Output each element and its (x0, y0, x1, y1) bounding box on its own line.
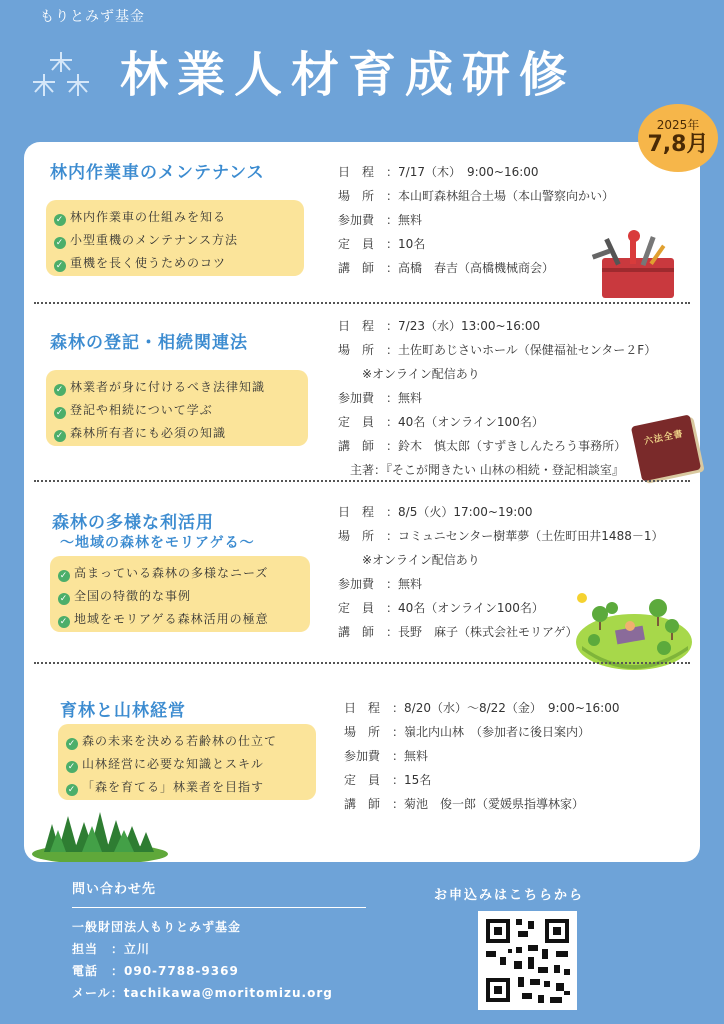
forest-park-icon (572, 588, 692, 672)
info-row: 講 師 ：菊池 俊一郎（愛媛県指導林家） (344, 797, 585, 811)
info-row: 参加費 ：無料 (338, 213, 423, 227)
info-row: 講 師 ：鈴木 慎太郎（すずきしんたろう事務所） (338, 439, 627, 453)
info-row: 主著：『そこが聞きたい 山林の相続・登記相談室』 (338, 463, 624, 477)
point-item: ✓ 小型重機のメンテナンス方法 (55, 233, 239, 248)
badge-year: 2025年 (656, 118, 700, 132)
info-row: 定 員 ：10名 (338, 237, 426, 251)
course-section-3 (24, 482, 700, 662)
course-points (46, 200, 304, 276)
course-title: 森林の多様な利活用 (52, 513, 214, 533)
course-section-2 (24, 304, 700, 480)
date-badge (638, 104, 718, 172)
info-row: 場 所 ：コミュニセンター樹華夢（土佐町田井1488－1） (338, 529, 664, 543)
info-row: 日 程 ：8/20（水）～8/22（金） 9:00~16:00 (344, 701, 620, 715)
info-row: 講 師 ：高橋 春吉（高橋機械商会） (338, 261, 555, 275)
check-icon: ✓ (55, 385, 65, 395)
course-info (338, 160, 614, 280)
contact-org: 一般財団法人もりとみず基金 (72, 920, 242, 934)
contact-email[interactable]: メール：tachikawa@moritomizu.org (72, 986, 333, 1000)
info-row: 場 所 ：嶺北内山林 （参加者に後日案内） (344, 725, 591, 739)
forest-trees-icon (30, 804, 170, 862)
course-title: 育林と山林経営 (60, 701, 186, 721)
info-row: 参加費 ：無料 (344, 749, 429, 763)
course-points (50, 556, 310, 632)
page-title: 林業人材育成研修 (120, 47, 577, 103)
check-icon: ✓ (55, 408, 65, 418)
point-item: ✓ 全国の特徴的な事例 (59, 589, 192, 604)
course-section-4 (24, 664, 700, 860)
info-row: 講 師 ：長野 麻子（株式会社モリアゲ） (338, 625, 578, 639)
toolbox-icon (590, 228, 682, 302)
course-info (344, 696, 620, 816)
check-icon: ✓ (59, 594, 69, 604)
info-row: 定 員 ：40名（オンライン100名） (338, 601, 544, 615)
point-item: ✓ 「森を育てる」林業者を目指す (67, 780, 265, 795)
check-icon: ✓ (59, 571, 69, 581)
course-subtitle: ～地域の森林をモリアゲる～ (60, 535, 255, 551)
info-row: 場 所 ：土佐町あじさいホール（保健福祉センター２F） (338, 343, 657, 357)
course-section-1 (24, 142, 700, 302)
point-item: ✓ 高まっている森林の多様なニーズ (59, 566, 269, 581)
info-row: ※オンライン配信あり (338, 553, 480, 567)
course-points (46, 370, 308, 446)
info-row: 参加費 ：無料 (338, 391, 423, 405)
course-title: 林内作業車のメンテナンス (50, 163, 265, 183)
check-icon: ✓ (67, 762, 77, 772)
badge-months: 7,8月 (647, 132, 709, 157)
course-card (24, 142, 700, 862)
point-item: ✓ 森林所有者にも必須の知識 (55, 426, 227, 441)
contact-person: 担当 ：立川 (72, 942, 151, 956)
info-row: 定 員 ：40名（オンライン100名） (338, 415, 544, 429)
check-icon: ✓ (55, 215, 65, 225)
point-item: ✓ 林内作業車の仕組みを知る (55, 210, 227, 225)
check-icon: ✓ (55, 238, 65, 248)
book-label: 六法全書 (643, 429, 685, 448)
info-row: 参加費 ：無料 (338, 577, 423, 591)
law-book-icon (631, 414, 701, 481)
check-icon: ✓ (67, 739, 77, 749)
info-row: ※オンライン配信あり (338, 367, 480, 381)
check-icon: ✓ (59, 617, 69, 627)
check-icon: ✓ (55, 431, 65, 441)
contact-divider (72, 907, 366, 908)
forest-logo-icon (30, 50, 92, 98)
point-item: ✓ 森の未来を決める若齢林の仕立て (67, 734, 278, 749)
point-item: ✓ 地域をモリアゲる森林活用の極意 (59, 612, 269, 627)
course-info (338, 314, 656, 482)
check-icon: ✓ (67, 785, 77, 795)
org-name: もりとみず基金 (40, 9, 145, 25)
course-title: 森林の登記・相続関連法 (50, 333, 248, 353)
point-item: ✓ 林業者が身に付けるべき法律知識 (55, 380, 266, 395)
info-row: 日 程 ：8/5（火）17:00~19:00 (338, 505, 533, 519)
apply-label: お申込みはこちらから (434, 888, 585, 903)
qr-code[interactable] (478, 911, 577, 1010)
check-icon: ✓ (55, 261, 65, 271)
info-row: 日 程 ：7/17（木） 9:00~16:00 (338, 165, 539, 179)
info-row: 定 員 ：15名 (344, 773, 432, 787)
info-row: 日 程 ：7/23（水）13:00~16:00 (338, 319, 541, 333)
point-item: ✓ 山林経営に必要な知識とスキル (67, 757, 264, 772)
point-item: ✓ 重機を長く使うためのコツ (55, 256, 227, 271)
course-points (58, 724, 316, 800)
contact-heading: 問い合わせ先 (72, 882, 157, 897)
point-item: ✓ 登記や相続について学ぶ (55, 403, 213, 418)
contact-block (72, 878, 366, 1004)
info-row: 場 所 ：本山町森林組合土場（本山警察向かい） (338, 189, 615, 203)
contact-phone[interactable]: 電話 ：090-7788-9369 (72, 964, 239, 978)
